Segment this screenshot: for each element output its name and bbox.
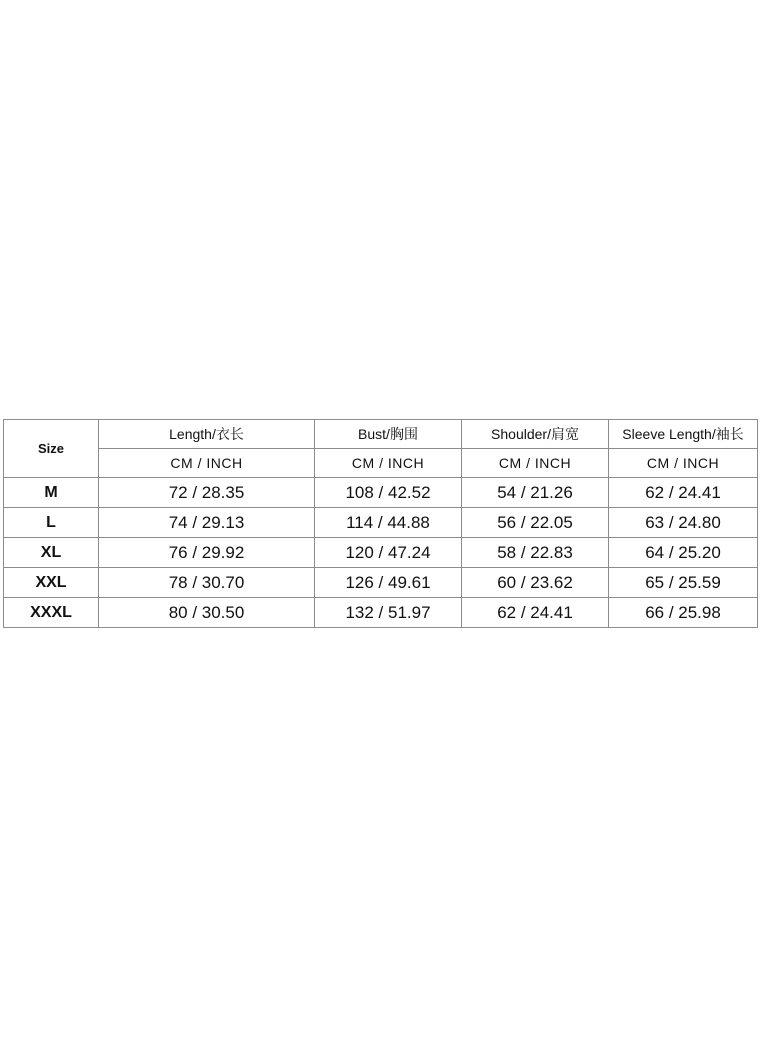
shoulder-header: Shoulder/肩宽 [462, 420, 609, 449]
shoulder-cell: 62 / 24.41 [462, 598, 609, 628]
bust-cell: 120 / 47.24 [315, 538, 462, 568]
bust-header: Bust/胸围 [315, 420, 462, 449]
length-cell: 72 / 28.35 [99, 478, 315, 508]
size-chart-table [3, 419, 758, 628]
sleeve-length-cell: 63 / 24.80 [609, 508, 758, 538]
sleeve-length-cell: 65 / 25.59 [609, 568, 758, 598]
table-row [4, 598, 758, 628]
shoulder-cell: 56 / 22.05 [462, 508, 609, 538]
length-cell: 76 / 29.92 [99, 538, 315, 568]
size-cell: XXL [4, 568, 99, 598]
table-row [4, 478, 758, 508]
size-header: Size [4, 420, 99, 478]
header-row [4, 420, 758, 449]
table-row [4, 568, 758, 598]
length-cell: 74 / 29.13 [99, 508, 315, 538]
size-cell: XXXL [4, 598, 99, 628]
sleeve-length-unit: CM / INCH [609, 449, 758, 478]
table-row [4, 508, 758, 538]
bust-cell: 114 / 44.88 [315, 508, 462, 538]
sleeve-length-cell: 66 / 25.98 [609, 598, 758, 628]
shoulder-unit: CM / INCH [462, 449, 609, 478]
length-cell: 78 / 30.70 [99, 568, 315, 598]
sleeve-length-cell: 64 / 25.20 [609, 538, 758, 568]
length-header: Length/衣长 [99, 420, 315, 449]
bust-cell: 126 / 49.61 [315, 568, 462, 598]
bust-cell: 132 / 51.97 [315, 598, 462, 628]
size-cell: M [4, 478, 99, 508]
bust-cell: 108 / 42.52 [315, 478, 462, 508]
size-cell: XL [4, 538, 99, 568]
shoulder-cell: 58 / 22.83 [462, 538, 609, 568]
length-unit: CM / INCH [99, 449, 315, 478]
length-cell: 80 / 30.50 [99, 598, 315, 628]
shoulder-cell: 60 / 23.62 [462, 568, 609, 598]
table-row [4, 538, 758, 568]
size-cell: L [4, 508, 99, 538]
sleeve-length-cell: 62 / 24.41 [609, 478, 758, 508]
bust-unit: CM / INCH [315, 449, 462, 478]
unit-row [4, 449, 758, 478]
shoulder-cell: 54 / 21.26 [462, 478, 609, 508]
sleeve-length-header: Sleeve Length/袖长 [609, 420, 758, 449]
